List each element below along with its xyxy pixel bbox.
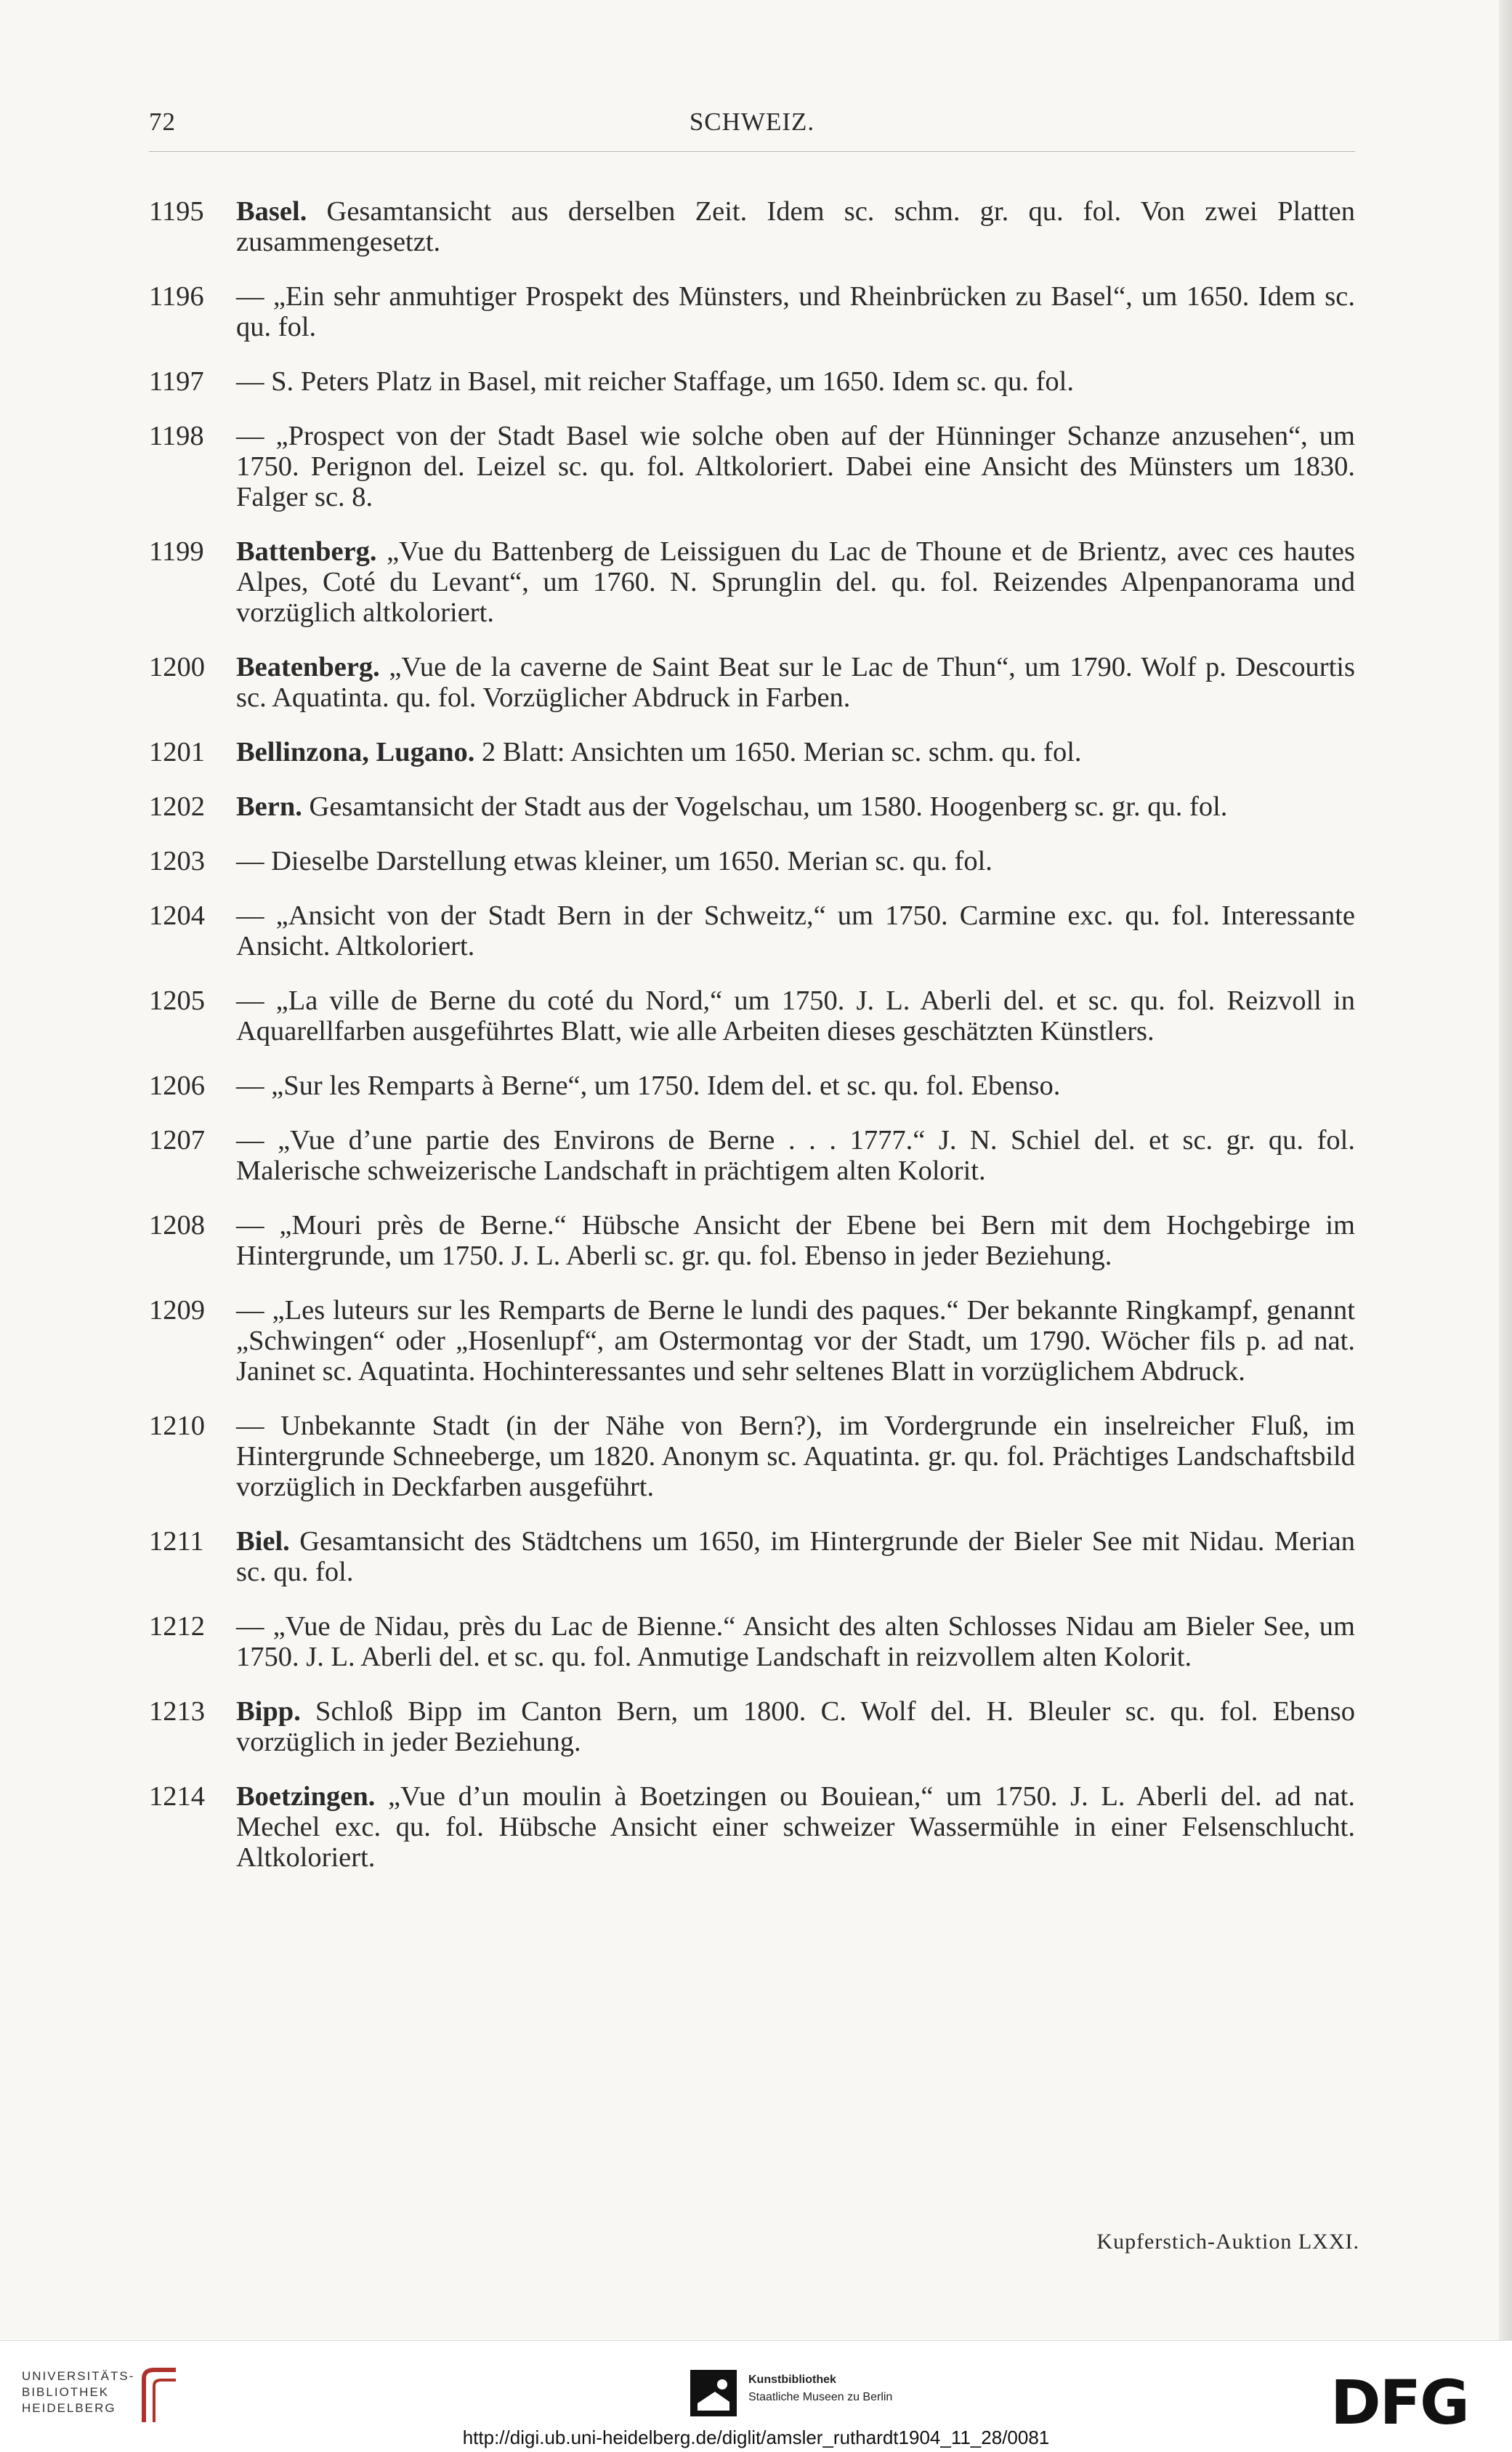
entry-number: 1199	[149, 536, 204, 567]
entry-place-name: Basel.	[236, 196, 307, 227]
entry-place-name: Bern.	[236, 791, 302, 822]
university-emblem-icon	[138, 2364, 182, 2429]
kunstbibliothek-logo-icon	[690, 2370, 737, 2416]
entry-body	[236, 421, 1355, 512]
entry-body	[236, 196, 1355, 257]
entry-body	[236, 1210, 1355, 1271]
entry-body	[236, 900, 1355, 961]
catalogue-entry	[149, 421, 1355, 512]
page-number: 72	[149, 108, 176, 136]
entry-place-name: Beatenberg.	[236, 652, 380, 682]
entry-number: 1204	[149, 900, 205, 931]
entry-description: — Dieselbe Darstellung etwas kleiner, um 1650. Merian sc. qu. fol.	[236, 846, 992, 876]
entry-description: — „Vue de Nidau, près du Lac de Bienne.“ Ansicht des alten Schlosses Nidau am Bieler See, um 1750. J. L. Aberli del. et sc. qu. fol. Anmutige Landschaft in reizvollem alten Kolorit.	[236, 1611, 1355, 1672]
catalogue-entry	[149, 281, 1355, 342]
entry-body	[236, 737, 1355, 767]
catalogue-entry	[149, 791, 1355, 822]
viewer-footer	[0, 2340, 1512, 2452]
entry-number: 1206	[149, 1070, 205, 1101]
permalink-url[interactable]: http://digi.ub.uni-heidelberg.de/diglit/amsler_ruthardt1904_11_28/0081	[462, 2427, 1050, 2448]
university-library-logo[interactable]	[22, 2368, 134, 2416]
entry-body	[236, 366, 1355, 397]
dfg-logo[interactable]: DFG	[1330, 2367, 1468, 2438]
entry-description: Gesamtansicht aus derselben Zeit. Idem sc. schm. gr. qu. fol. Von zwei Platten zusammengesetzt.	[236, 196, 1355, 257]
entry-place-name: Bipp.	[236, 1696, 301, 1727]
catalogue-footnote: Kupferstich-Auktion LXXI.	[1096, 2230, 1359, 2254]
entry-description: — „Sur les Remparts à Berne“, um 1750. Idem del. et sc. qu. fol. Ebenso.	[236, 1070, 1061, 1101]
entry-body	[236, 1526, 1355, 1587]
entry-description: — „Mouri près de Berne.“ Hübsche Ansicht der Ebene bei Bern mit dem Hochgebirge im Hintergrunde, um 1750. J. L. Aberli sc. gr. qu. fol. Ebenso in jeder Beziehung.	[236, 1210, 1355, 1271]
entry-body	[236, 1070, 1355, 1101]
entry-body	[236, 985, 1355, 1046]
entry-description: — „La ville de Berne du coté du Nord,“ um 1750. J. L. Aberli del. et sc. qu. fol. Reizvoll in Aquarellfarben ausgeführtes Blatt, wie alle Arbeiten dieses geschätzten Künstlers.	[236, 985, 1355, 1046]
catalogue-entry	[149, 652, 1355, 713]
running-header	[149, 108, 1355, 144]
catalogue-entry	[149, 1611, 1355, 1672]
entry-body	[236, 1411, 1355, 1502]
entry-description: — „Ansicht von der Stadt Bern in der Schweitz,“ um 1750. Carmine exc. qu. fol. Interessante Ansicht. Altkoloriert.	[236, 900, 1355, 961]
entry-body	[236, 1295, 1355, 1387]
entry-place-name: Bellinzona, Lugano.	[236, 737, 475, 767]
catalogue-entries	[149, 196, 1355, 1897]
catalogue-entry	[149, 1781, 1355, 1873]
entry-body	[236, 1781, 1355, 1873]
uni-line-3: HEIDELBERG	[22, 2401, 116, 2415]
entry-description: — „Prospect von der Stadt Basel wie solche oben auf der Hünninger Schanze anzusehen“, um 1750. Perignon del. Leizel sc. qu. fol. Altkoloriert. Dabei eine Ansicht des Münsters um 1830. Falger sc. 8.	[236, 421, 1355, 512]
catalogue-entry	[149, 1070, 1355, 1101]
entry-description: „Vue d’un moulin à Boetzingen ou Bouiean,“ um 1750. J. L. Aberli del. ad nat. Mechel exc. qu. fol. Hübsche Ansicht einer schweizer Wassermühle in einer Felsenschlucht. Altkoloriert.	[236, 1781, 1355, 1873]
catalogue-entry	[149, 196, 1355, 257]
entry-number: 1203	[149, 846, 205, 876]
entry-number: 1195	[149, 196, 204, 227]
entry-number: 1210	[149, 1411, 205, 1441]
entry-body	[236, 1611, 1355, 1672]
entry-number: 1212	[149, 1611, 205, 1642]
catalogue-entry	[149, 737, 1355, 767]
entry-body	[236, 1696, 1355, 1757]
catalogue-entry	[149, 1210, 1355, 1271]
catalogue-entry	[149, 536, 1355, 628]
entry-body	[236, 1125, 1355, 1186]
entry-description: — S. Peters Platz in Basel, mit reicher Staffage, um 1650. Idem sc. qu. fol.	[236, 366, 1074, 397]
uni-line-2: BIBLIOTHEK	[22, 2385, 110, 2399]
catalogue-entry	[149, 1696, 1355, 1757]
entry-body	[236, 652, 1355, 713]
entry-number: 1201	[149, 737, 205, 767]
entry-body	[236, 791, 1355, 822]
catalogue-entry	[149, 846, 1355, 876]
entry-description: Gesamtansicht des Städtchens um 1650, im Hintergrunde der Bieler See mit Nidau. Merian sc. qu. fol.	[236, 1526, 1355, 1587]
entry-number: 1209	[149, 1295, 205, 1326]
kb-name: Kunstbibliothek	[748, 2374, 836, 2386]
entry-description: „Vue du Battenberg de Leissiguen du Lac de Thoune et de Brientz, avec ces hautes Alpes, Coté du Levant“, um 1760. N. Sprunglin del. qu. fol. Reizendes Alpenpanorama und vorzüglich altkoloriert.	[236, 536, 1355, 628]
entry-number: 1196	[149, 281, 204, 312]
entry-number: 1211	[149, 1526, 204, 1557]
entry-place-name: Battenberg.	[236, 536, 377, 567]
kunstbibliothek-label[interactable]	[748, 2371, 892, 2406]
kb-subtitle: Staatliche Museen zu Berlin	[748, 2391, 893, 2403]
entry-number: 1198	[149, 421, 204, 451]
header-rule	[149, 151, 1355, 152]
entry-number: 1205	[149, 985, 205, 1016]
catalogue-entry	[149, 366, 1355, 397]
catalogue-entry	[149, 985, 1355, 1046]
entry-description: — Unbekannte Stadt (in der Nähe von Bern?), im Vordergrunde ein inselreicher Fluß, im Hintergrunde Schneeberge, um 1820. Anonym sc. Aquatinta. gr. qu. fol. Prächtiges Landschaftsbild vorzüglich in Deckfarben ausgeführt.	[236, 1411, 1355, 1502]
entry-description: 2 Blatt: Ansichten um 1650. Merian sc. schm. qu. fol.	[474, 737, 1082, 767]
entry-body	[236, 846, 1355, 876]
entry-description: „Vue de la caverne de Saint Beat sur le Lac de Thun“, um 1790. Wolf p. Descourtis sc. Aquatinta. qu. fol. Vorzüglicher Abdruck in Farben.	[236, 652, 1355, 713]
entry-description: Gesamtansicht der Stadt aus der Vogelschau, um 1580. Hoogenberg sc. gr. qu. fol.	[302, 791, 1228, 822]
entry-number: 1197	[149, 366, 204, 397]
entry-number: 1202	[149, 791, 205, 822]
entry-description: Schloß Bipp im Canton Bern, um 1800. C. Wolf del. H. Bleuler sc. qu. fol. Ebenso vorzüglich in jeder Beziehung.	[236, 1696, 1355, 1757]
entry-number: 1208	[149, 1210, 205, 1241]
entry-description: — „Vue d’une partie des Environs de Berne . . . 1777.“ J. N. Schiel del. et sc. gr. qu. fol. Malerische schweizerische Landschaft in prächtigem alten Kolorit.	[236, 1125, 1355, 1186]
entry-body	[236, 281, 1355, 342]
catalogue-entry	[149, 1411, 1355, 1502]
section-title: SCHWEIZ.	[689, 108, 815, 136]
entry-number: 1207	[149, 1125, 205, 1156]
catalogue-entry	[149, 1295, 1355, 1387]
entry-body	[236, 536, 1355, 628]
entry-description: — „Ein sehr anmuhtiger Prospekt des Münsters, und Rheinbrücken zu Basel“, um 1650. Idem sc. qu. fol.	[236, 281, 1355, 342]
entry-description: — „Les luteurs sur les Remparts de Berne le lundi des paques.“ Der bekannte Ringkampf, genannt „Schwingen“ oder „Hosenlupf“, am Ostermontag vor der Stadt, um 1790. Wöcher fils p. ad nat. Janinet sc. Aquatinta. Hochinteressantes und sehr seltenes Blatt in vorzüglichem Abdruck.	[236, 1295, 1355, 1387]
entry-number: 1214	[149, 1781, 205, 1812]
entry-number: 1200	[149, 652, 205, 682]
catalogue-entry	[149, 900, 1355, 961]
catalogue-entry	[149, 1526, 1355, 1587]
entry-place-name: Boetzingen.	[236, 1781, 376, 1812]
catalogue-entry	[149, 1125, 1355, 1186]
entry-number: 1213	[149, 1696, 205, 1727]
uni-line-1: UNIVERSITÄTS-	[22, 2369, 135, 2383]
entry-place-name: Biel.	[236, 1526, 290, 1557]
